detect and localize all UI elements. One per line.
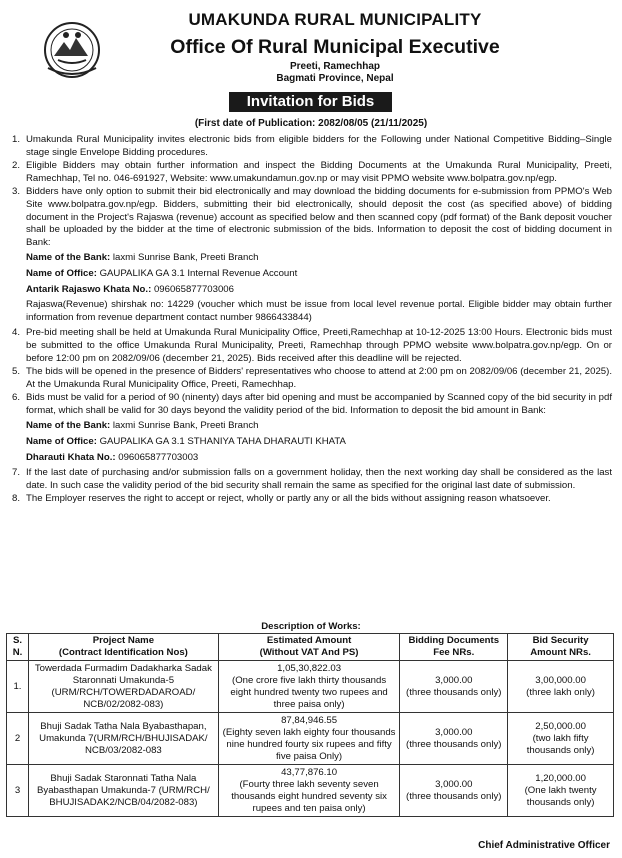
list-item [12,186,612,324]
detail-label: Name of Office: [26,436,97,448]
amount-value: 1,05,30,822.03 [277,662,342,674]
amount-words: (Fourty three lakh seventy seven thousands eight hundred seventy six rupees and ten paisa only) [231,778,387,814]
list-item [12,493,612,506]
bank-detail [26,252,612,265]
header-line: S. [12,635,23,646]
cell-security [508,765,614,817]
table-row [7,661,614,713]
list-item [12,467,612,492]
item-number: 1. [12,134,21,145]
item-text: Umakunda Rural Municipality invites electronic bids from eligible bidders for the Following under National Competitive Bidding–Single stage single Envelope Bidding procedures. [26,134,612,158]
cell-project: Towerdada Furmadim Dadakharka Sadak Staronnati Umakunda-5 (URM/RCH/TOWERDADAROAD/ NCB/02/2082-083) [28,661,218,713]
header-line: Amount NRs. [530,647,591,658]
cell-security [508,713,614,765]
header-line: N. [12,647,23,658]
header-line: Estimated Amount [266,635,352,646]
detail-label: Name of the Bank: [26,420,111,432]
cell-amount [218,661,400,713]
header-line: Bid Security [532,635,589,646]
bank-detail [26,452,612,465]
list-item [12,392,612,464]
table-row [7,713,614,765]
item-number: 2. [12,160,21,172]
cell-project: Bhuji Sadak Staronnati Tatha Nala Byabasthapan Umakunda-7 (URM/RCH/ BHUJISADAK2/NCB/04/2082-083) [28,765,218,817]
cell-amount [218,765,400,817]
list-item [12,366,612,391]
bank-detail [26,268,612,281]
cell-fee [400,765,508,817]
fee-words: (three thousands only) [406,738,502,750]
detail-label: Antarik Rajaswo Khata No.: [26,283,152,295]
item-number: 4. [12,327,21,339]
item-number: 8. [12,493,21,505]
bank-detail [26,284,612,297]
item-text: Bidders have only option to submit their bid electronically and may download the bidding documents for e-submission from PPMO's Web Site www.bolpatra.gov.np/egp. Bidders, submitting their bid electronically, should deposit the cost (as specified above) of bidding document in the Project's Rajaswa (revenue) account as specified below and then scanned copy (pdf format) of the Bank deposit voucher shall be uploaded by the bidder at the time of electronic submission of the bids. Information to deposit the cost of bidding document in Bank: [26,186,612,248]
bank-detail [26,436,612,449]
security-value: 3,00,000.00 [535,674,586,686]
works-table-title: Description of Works: [261,621,361,632]
fee-words: (three thousands only) [406,790,502,802]
cell-security [508,661,614,713]
address-block [110,61,560,85]
item-text: Eligible Bidders may obtain further information and inspect the Bidding Documents at the Umakunda Rural Municipality, Preeti, Ramechhap, Tel no. 046-691927, Website: www.umakundamun.gov.np or may visit PPMO website www.bolpatra.gov.np/egp. [26,160,612,184]
bank-detail [26,299,612,324]
detail-label: Dharauti Khata No.: [26,451,116,463]
item-number: 3. [12,186,21,198]
list-item [12,327,612,365]
amount-value: 87,84,946.55 [281,714,338,726]
detail-label: Name of the Bank: [26,252,111,264]
item-text: Pre-bid meeting shall be held at Umakunda Rural Municipality Office, Preeti,Ramechhap at 10-12-2025 13:00 Hours. Electronic bids must be submitted to the office Umakunda Rural Municipality, Preeti, Ramechhap through PPMO website www.bolpatra.gov.np/egp. On or before 12:00 pm on 2082/09/06 (december 21, 2025). Bids received after this deadline will be rejected. [26,327,612,364]
notice-body [12,134,612,507]
item-text: If the last date of purchasing and/or submission falls on a government holiday, then the next working day shall be considered as the last date. In such case the validity period of the bid security shall remain the same as specified for the original last date of submission. [26,467,612,491]
item-text: The Employer reserves the right to accept or reject, wholly or partly any or all the bids without assigning reason whatsoever. [26,493,551,505]
security-value: 1,20,000.00 [535,772,586,784]
detail-label: Name of Office: [26,267,97,279]
detail-value: GAUPALIKA GA 3.1 Internal Revenue Account [96,267,298,279]
address-line-2: Bagmati Province, Nepal [276,73,394,84]
publication-date: (First date of Publication: 2082/08/05 (21/11/2025) [194,118,428,129]
office-name: Office Of Rural Municipal Executive [170,36,500,58]
notice-title: Invitation for Bids [229,92,392,112]
detail-value: GAUPALIKA GA 3.1 STHANIYA TAHA DHARAUTI KHATA [96,436,346,448]
signatory-title: Chief Administrative Officer [478,840,610,851]
header-line: Project Name [92,635,155,646]
security-words: (One lakh twenty thousands only) [524,784,597,808]
address-line-1: Preeti, Ramechhap [289,61,381,72]
cell-sn: 1. [7,661,29,713]
table-row [7,765,614,817]
cell-sn: 3 [7,765,29,817]
column-header-sn [7,634,29,661]
works-table [6,633,614,817]
item-text: The bids will be opened in the presence of Bidders' representatives who choose to attend at 2:00 pm on 2082/09/06 (december 21, 2025). At the Umakunda Rural Municipality Office, Preeti, Ramechhap. [26,366,612,390]
header-line: (Without VAT And PS) [259,647,359,658]
column-header-fee [400,634,508,661]
list-item [12,134,612,159]
fee-value: 3,000.00 [435,674,473,686]
cell-fee [400,661,508,713]
item-number: 5. [12,366,21,378]
item-number: 6. [12,392,21,404]
fee-value: 3,000.00 [435,778,473,790]
cell-project: Bhuji Sadak Tatha Nala Byabasthapan, Umakunda 7(URM/RCH/BHUJISADAK/ NCB/03/2082-083 [28,713,218,765]
header-line: (Contract Identification Nos) [58,647,188,658]
security-value: 2,50,000.00 [535,720,586,732]
detail-value: laxmi Sunrise Bank, Preeti Branch [110,252,259,264]
table-header-row [7,634,614,661]
municipality-name: UMAKUNDA RURAL MUNICIPALITY [188,10,482,29]
security-words: (three lakh only) [526,686,595,698]
amount-words: (Eighty seven lakh eighty four thousands nine hundred fourty six rupees and fifty five paisa Only) [222,726,396,762]
cell-amount [218,713,400,765]
header-line: Fee NRs. [433,647,475,658]
column-header-project [28,634,218,661]
column-header-security [508,634,614,661]
column-header-amount [218,634,400,661]
government-emblem-icon [42,20,102,80]
detail-value: laxmi Sunrise Bank, Preeti Branch [110,420,259,432]
fee-words: (three thousands only) [406,686,502,698]
amount-value: 43,77,876.10 [281,766,338,778]
list-item [12,160,612,185]
header-line: Bidding Documents [408,635,500,646]
fee-value: 3,000.00 [435,726,473,738]
security-words: (two lakh fifty thousands only) [526,732,595,756]
item-text: Bids must be valid for a period of 90 (ninenty) days after bid opening and must be accompanied by Scanned copy of the bid security in pdf format, which shall be valid for 30 days beyond the validity period of the bid. Information to deposit the bid amount in Bank: [26,392,612,416]
item-number: 7. [12,467,21,479]
cell-sn: 2 [7,713,29,765]
detail-value: Rajaswa(Revenue) shirshak no: 14229 (voucher which must be issue from local level revenue portal. Eligible bidder may obtain further information from revenue department contact number 9866433844) [26,299,612,323]
cell-fee [400,713,508,765]
detail-value: 096065877703003 [115,451,199,463]
bank-detail [26,420,612,433]
detail-value: 096065877703006 [151,283,234,295]
amount-words: (One crore five lakh thirty thousands eight hundred twenty two rupees and three paisa only) [230,674,388,710]
